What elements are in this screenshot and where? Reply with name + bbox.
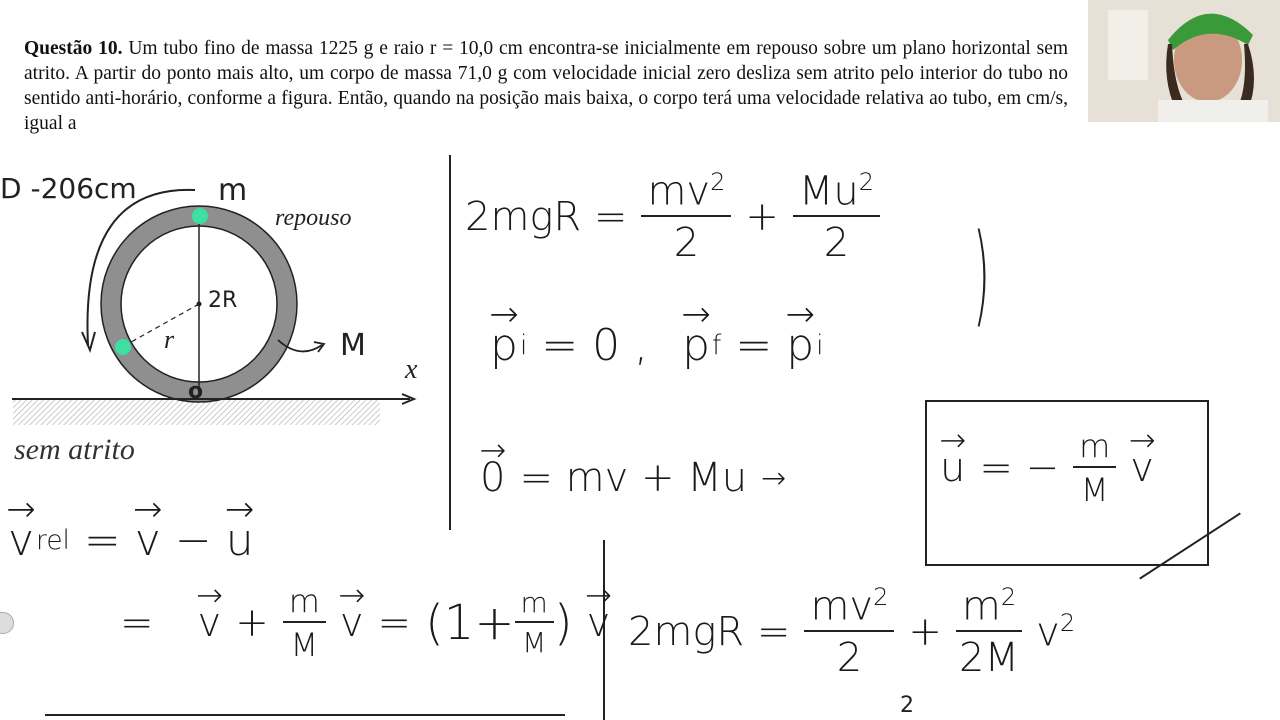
equation-momentum: → p i = 0 , → p f = → p i xyxy=(490,320,824,371)
label-x: x xyxy=(405,354,418,385)
equation-momentum-zero: → 0 = mv + Mu → xyxy=(480,455,786,501)
question-label: Questão 10. xyxy=(24,38,123,59)
label-origin: o xyxy=(188,379,204,404)
divider-vertical-1 xyxy=(449,155,451,530)
question-text xyxy=(24,36,1068,136)
scroll-handle[interactable] xyxy=(0,612,14,634)
equation-energy: 2mgR = $\frac{mv^2}{2}$ + $\frac{Mu^2}{2}$ xyxy=(465,170,880,263)
brace-right: ) xyxy=(972,210,991,338)
distance-annotation: D -206cm xyxy=(0,172,137,205)
label-M: M xyxy=(340,328,366,363)
tube-figure xyxy=(0,160,440,480)
webcam-overlay xyxy=(1088,0,1280,122)
question-body: Um tubo fino de massa 1225 g e raio r = 10,0 cm encontra-se inicialmente em repouso sobre um plano horizontal sem atrito. A partir do ponto mais alto, um corpo de massa 71,0 g com velocidade inicial zero desliza sem atrito pelo interior do tubo no sentido anti-horário, conforme a figura. Então, quando na posição mais baixa, o corpo terá uma velocidade relativa ao tubo, em cm/s, igual a xyxy=(24,38,1069,134)
radius-line xyxy=(124,304,199,346)
equation-vrel: → v rel = → v − → u xyxy=(8,515,254,566)
label-2R: 2R xyxy=(208,288,238,313)
equation-energy-substituted: 2mgR = $\frac{mv^2}{2}$ + $\frac{m^2}{2M}$ $v^2$ xyxy=(628,583,1076,682)
label-r: r xyxy=(164,325,175,354)
body-side xyxy=(115,339,131,355)
stray-exponent: 2 xyxy=(900,693,914,718)
label-m: m xyxy=(218,173,248,208)
equation-u-result: → u = − $\frac{m}{M}$ → v xyxy=(940,430,1154,506)
equation-vrel-expanded: = → v + $\frac{m}{M}$ → v = (1+ $\frac{m}{M}$ ) → v xyxy=(120,585,610,661)
body-top xyxy=(192,208,208,224)
presenter-video-icon xyxy=(1088,0,1280,122)
divider-bottom xyxy=(45,714,565,716)
label-sem-atrito: sem atrito xyxy=(14,433,135,466)
label-repouso: repouso xyxy=(275,205,352,231)
